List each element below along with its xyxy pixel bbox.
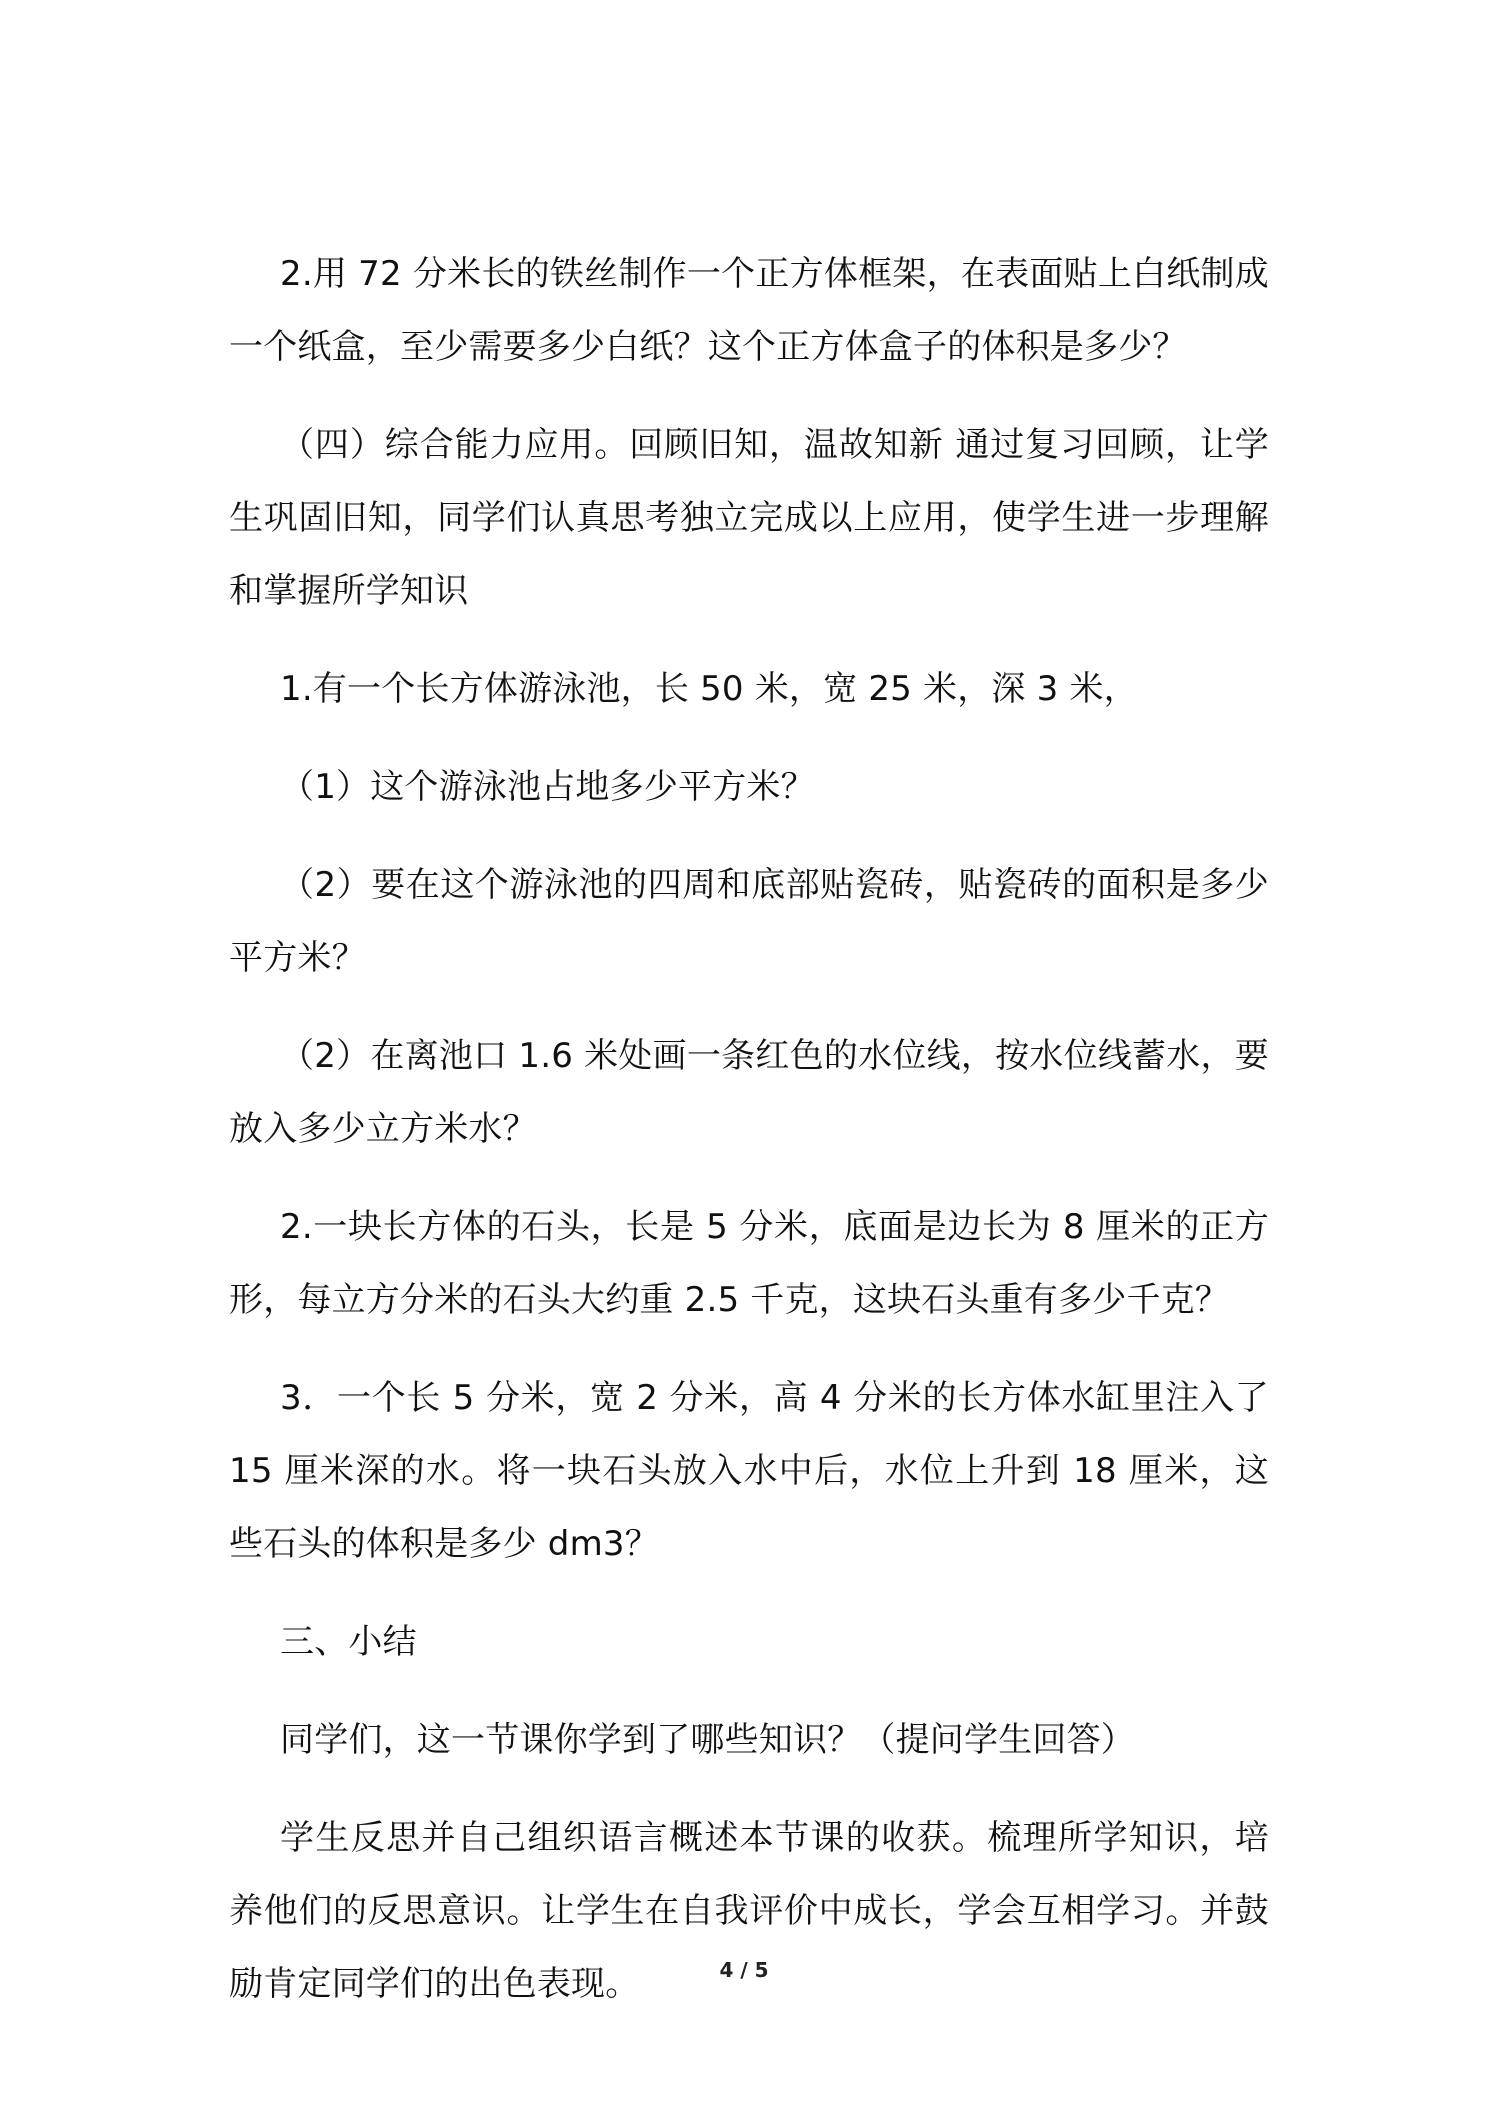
paragraph-section-four-intro: （四）综合能力应用。回顾旧知，温故知新 通过复习回顾，让学生巩固旧知，同学们认真思考独立完成以上应用，使学生进一步理解和掌握所学知识 bbox=[229, 425, 1269, 611]
paragraph-summary-reflection: 学生反思并自己组织语言概述本节课的收获。梳理所学知识，培养他们的反思意识。让学生在自我评价中成长，学会互相学习。并鼓励肯定同学们的出色表现。 bbox=[229, 1818, 1269, 2004]
paragraph-pool-subquestion-2: （2）要在这个游泳池的四周和底部贴瓷砖，贴瓷砖的面积是多少平方米？ bbox=[229, 865, 1269, 978]
paragraph-pool-subquestion-1: （1）这个游泳池占地多少平方米？ bbox=[280, 767, 815, 807]
paragraph-stone-weight-question: 2.一块长方体的石头，长是 5 分米，底面是边长为 8 厘米的正方形，每立方分米的石头大约重 2.5 千克，这块石头重有多少千克？ bbox=[229, 1207, 1269, 1320]
paragraph-pool-subquestion-3: （2）在离池口 1.6 米处画一条红色的水位线，按水位线蓄水，要放入多少立方米水？ bbox=[229, 1036, 1269, 1149]
paragraph-water-tank-question: 3．一个长 5 分米，宽 2 分米，高 4 分米的长方体水缸里注入了15 厘米深的水。将一块石头放入水中后，水位上升到 18 厘米，这些石头的体积是多少 dm3？ bbox=[229, 1378, 1269, 1564]
section-heading-summary: 三、小结 bbox=[280, 1622, 417, 1662]
page-number: 4 / 5 bbox=[719, 1958, 769, 1982]
paragraph-summary-question: 同学们，这一节课你学到了哪些知识？（提问学生回答） bbox=[280, 1720, 1135, 1760]
paragraph-pool-question: 1.有一个长方体游泳池，长 50 米，宽 25 米，深 3 米， bbox=[280, 669, 1138, 709]
document-body bbox=[229, 238, 1269, 2021]
paragraph-cube-frame-question: 2.用 72 分米长的铁丝制作一个正方体框架，在表面贴上白纸制成一个纸盒，至少需要多少白纸？这个正方体盒子的体积是多少？ bbox=[229, 254, 1269, 367]
